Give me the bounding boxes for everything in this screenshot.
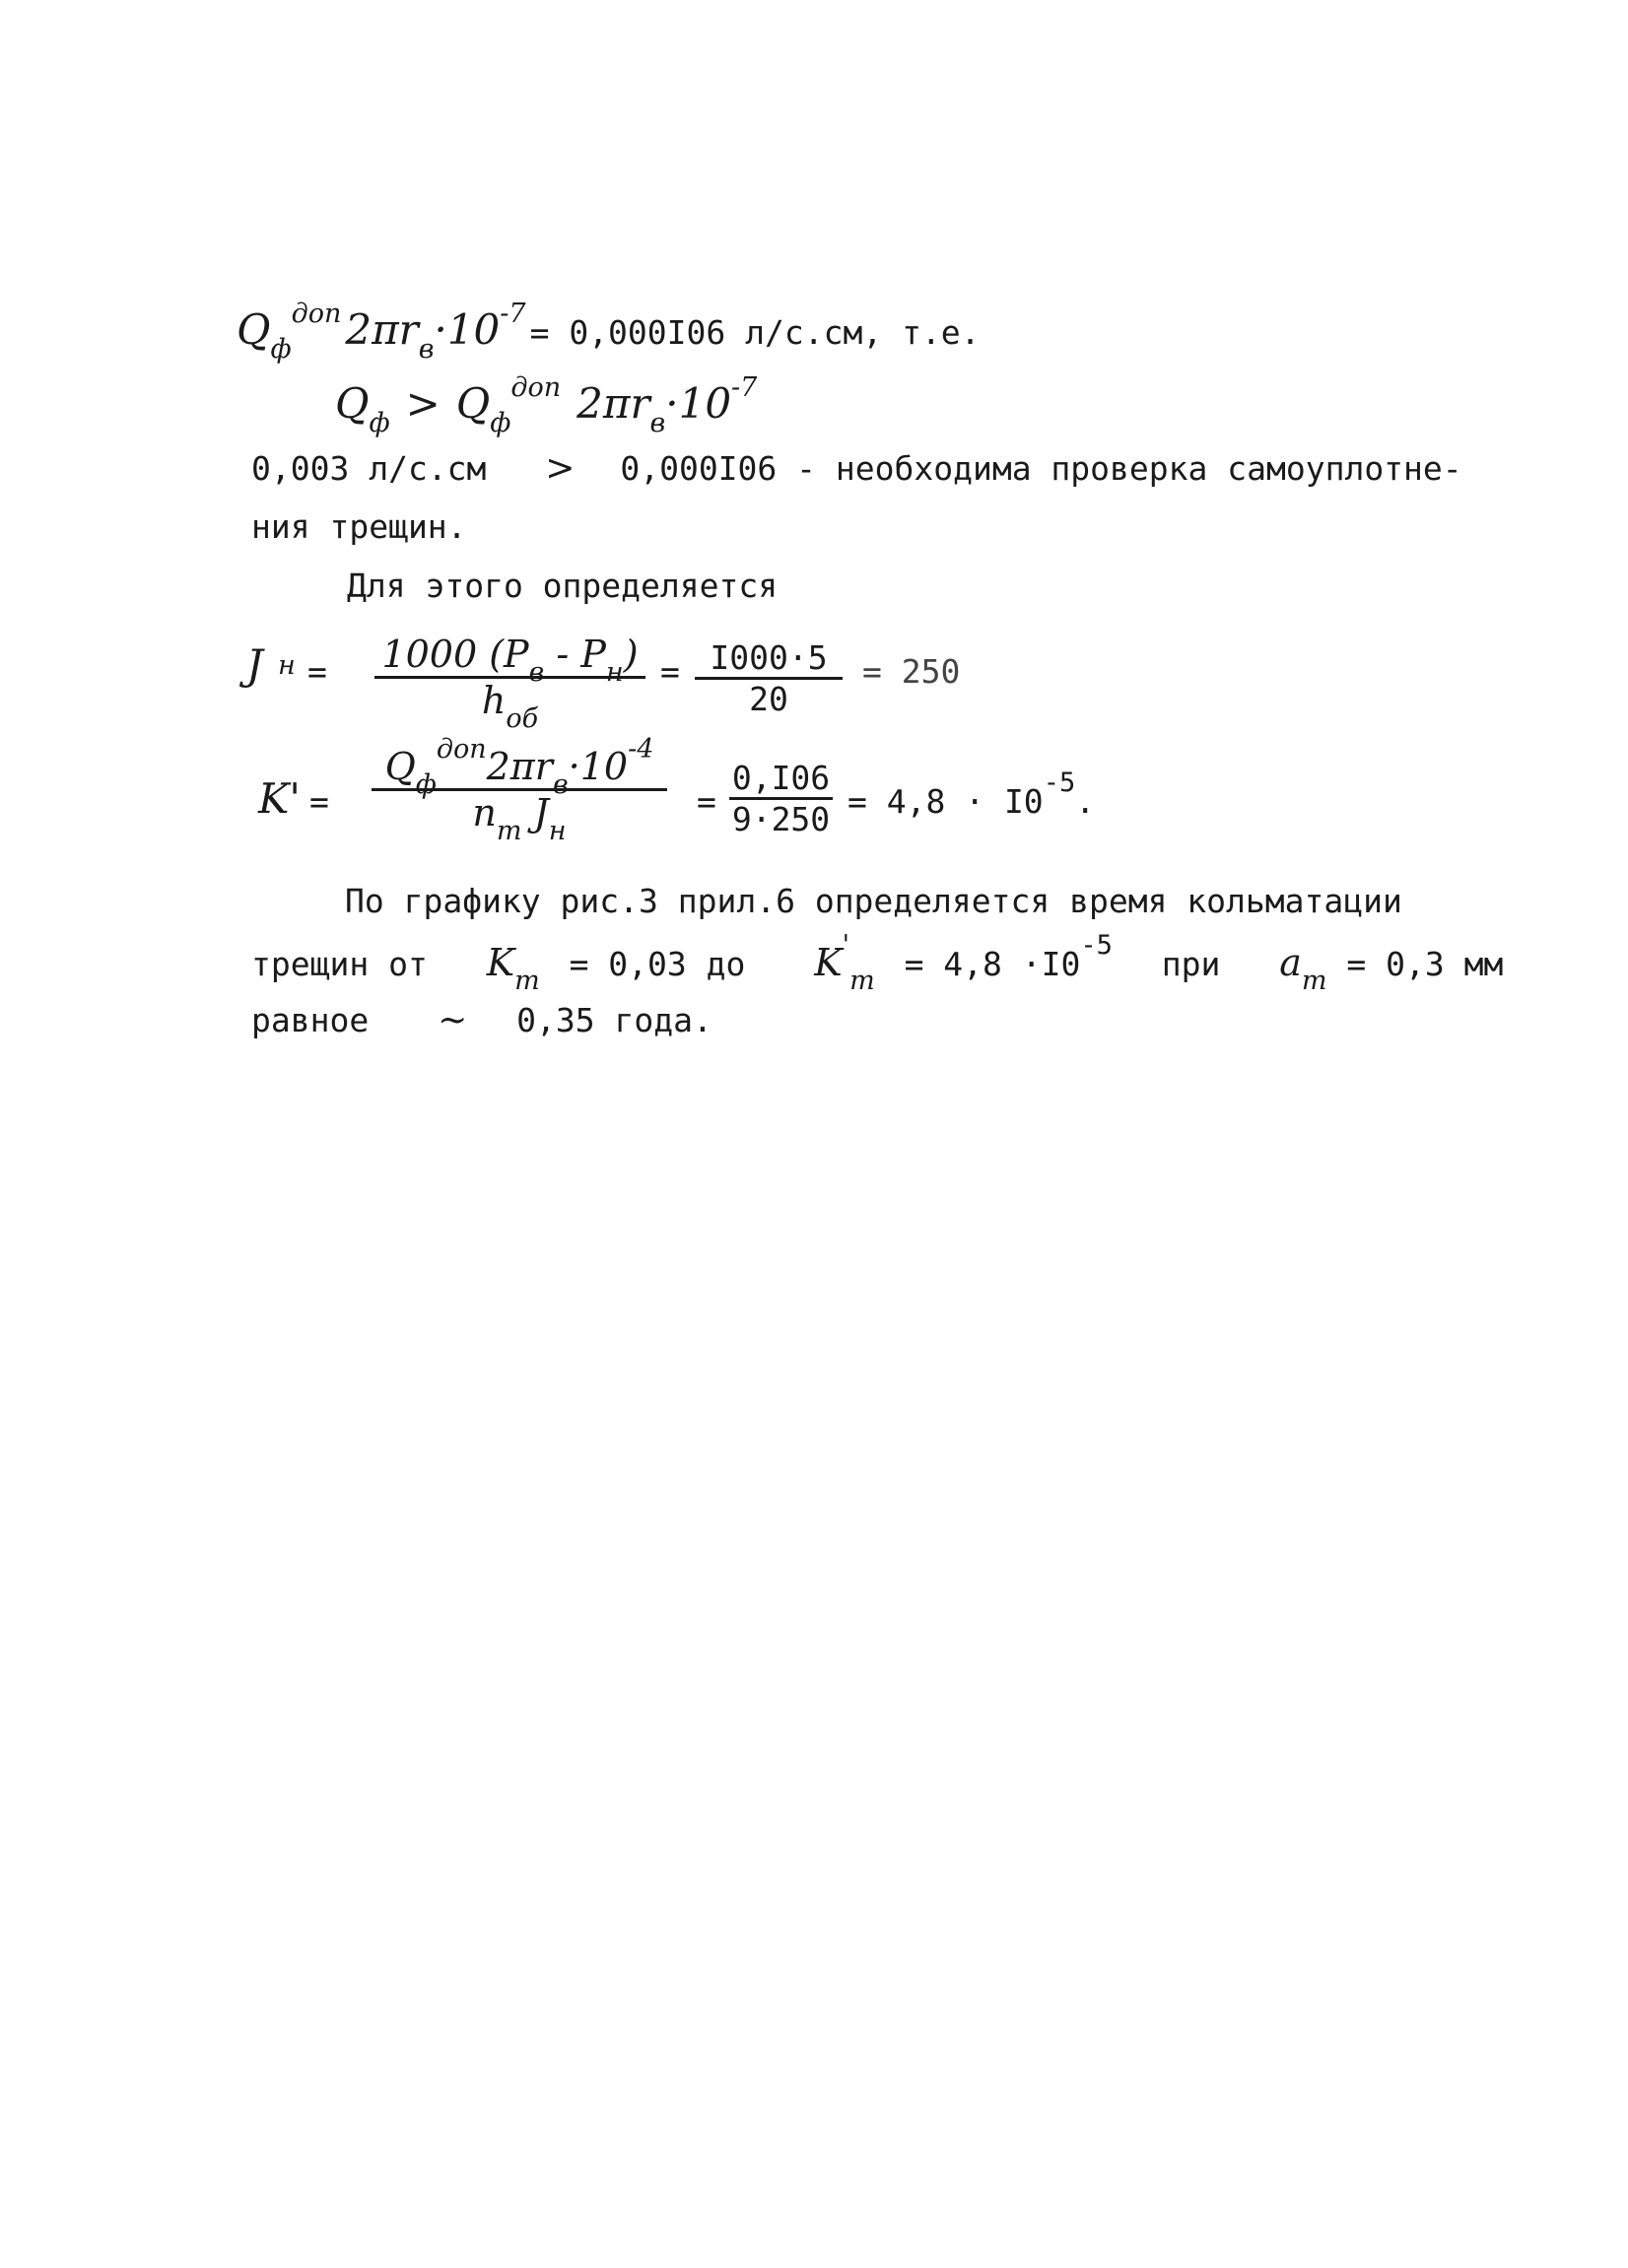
k-prime-fraction-2	[729, 759, 833, 838]
text-line-4: ния трещин.	[251, 507, 467, 546]
two-pi-r: 2πr	[486, 745, 553, 788]
exponent: -7	[731, 372, 758, 403]
formula-result: = 0,000I06 л/с.см, т.е.	[529, 313, 981, 352]
k-prime-symbol: K'	[258, 774, 301, 823]
q-symbol: Q	[455, 379, 491, 428]
result-text: = 4,8 · I0	[848, 782, 1044, 821]
numerator-sub: н	[605, 657, 624, 688]
kt-prime-symbol: K	[814, 941, 843, 984]
jn-fraction-2	[695, 638, 843, 718]
k-prime-numerator	[384, 734, 654, 800]
n-subscript: т	[496, 816, 522, 846]
text-fragment: трещин от	[251, 945, 428, 983]
text-fragment: равное	[251, 1001, 370, 1039]
numeric-denominator: 20	[749, 680, 788, 718]
text-fragment: 0,35 года.	[516, 1001, 712, 1039]
flow-value: 0,003 л/с.см	[251, 449, 487, 488]
equals-sign: =	[697, 782, 716, 821]
numerator-end: )	[623, 633, 639, 676]
result-exponent: -5	[1043, 767, 1076, 798]
numeric-numerator: I000·5	[710, 638, 828, 677]
paragraph-2-line-2	[251, 930, 1504, 996]
tilde-sign: ~	[438, 1000, 468, 1040]
q-superscript: доп	[436, 734, 487, 765]
two-pi-r: 2πr	[577, 379, 650, 428]
r-subscript: в	[418, 334, 435, 365]
kt-prime-mark: '	[842, 930, 850, 961]
numerator-mid: - P	[544, 633, 606, 676]
r-subscript: в	[552, 769, 569, 800]
numerator-sub: в	[528, 657, 545, 688]
denominator-sub: об	[506, 703, 539, 734]
two-pi-r: 2πr	[345, 305, 419, 354]
greater-than: >	[405, 379, 441, 428]
text-fragment: = 4,8 ·I0	[904, 945, 1081, 983]
q-subscript: ф	[270, 334, 292, 365]
numeric-denominator: 9·250	[731, 800, 831, 838]
exponent: -5	[1080, 930, 1113, 961]
equals-sign: =	[309, 782, 329, 821]
formula-jn	[246, 633, 1035, 739]
k-prime-result	[848, 767, 1096, 821]
kt-subscript: т	[514, 966, 540, 996]
j-symbol: J	[521, 791, 549, 834]
exponent: -4	[628, 734, 654, 765]
result-period: .	[1075, 782, 1096, 821]
jn-numerator	[381, 633, 639, 688]
numerator-text: 1000 (P	[381, 633, 529, 676]
jn-result: = 250	[862, 652, 961, 691]
formula-k-prime	[258, 734, 1145, 867]
times-ten: ·10	[568, 745, 629, 788]
q-symbol: Q	[237, 305, 271, 354]
text-fragment: при	[1161, 945, 1221, 983]
text-fragment: = 0,3 мм	[1346, 945, 1504, 983]
comparison-text: 0,000I06 - необходима проверка самоуплотне-	[620, 449, 1462, 488]
k-prime-fraction-1	[372, 734, 667, 846]
formula-comparison	[335, 372, 758, 438]
paragraph-2-line-1: По графику рис.3 прил.6 определяется время кольматации	[345, 882, 1402, 920]
exponent: -7	[500, 299, 526, 329]
equals-sign: =	[660, 652, 680, 691]
times-ten: ·10	[665, 379, 732, 428]
text-line-5: Для этого определяется	[347, 567, 779, 605]
r-subscript: в	[649, 408, 666, 438]
n-symbol: n	[472, 791, 497, 834]
kt-symbol: K	[486, 941, 515, 984]
paragraph-2-line-3	[251, 1000, 712, 1040]
formula-q-allowed	[237, 299, 981, 365]
numeric-numerator: 0,I06	[731, 759, 831, 797]
q-subscript: ф	[490, 408, 511, 438]
text-line-3	[251, 448, 1462, 489]
equals-sign: =	[307, 652, 327, 691]
text-fragment: = 0,03 до	[569, 945, 746, 983]
q-symbol: Q	[335, 379, 370, 428]
jn-fraction-1	[374, 633, 645, 734]
at-symbol: a	[1279, 941, 1302, 984]
q-symbol: Q	[384, 745, 416, 788]
q-superscript: доп	[510, 372, 562, 403]
q-subscript: ф	[369, 408, 390, 438]
q-subscript: ф	[415, 769, 437, 800]
at-subscript: т	[1301, 966, 1327, 996]
jn-symbol: J	[246, 640, 263, 689]
jn-subscript: н	[278, 650, 296, 681]
q-superscript: доп	[291, 299, 342, 329]
greater-than: >	[545, 448, 576, 489]
j-subscript: н	[548, 816, 567, 846]
kt-prime-subscript: т	[849, 966, 875, 996]
times-ten: ·10	[434, 305, 501, 354]
denominator-text: h	[481, 679, 507, 722]
